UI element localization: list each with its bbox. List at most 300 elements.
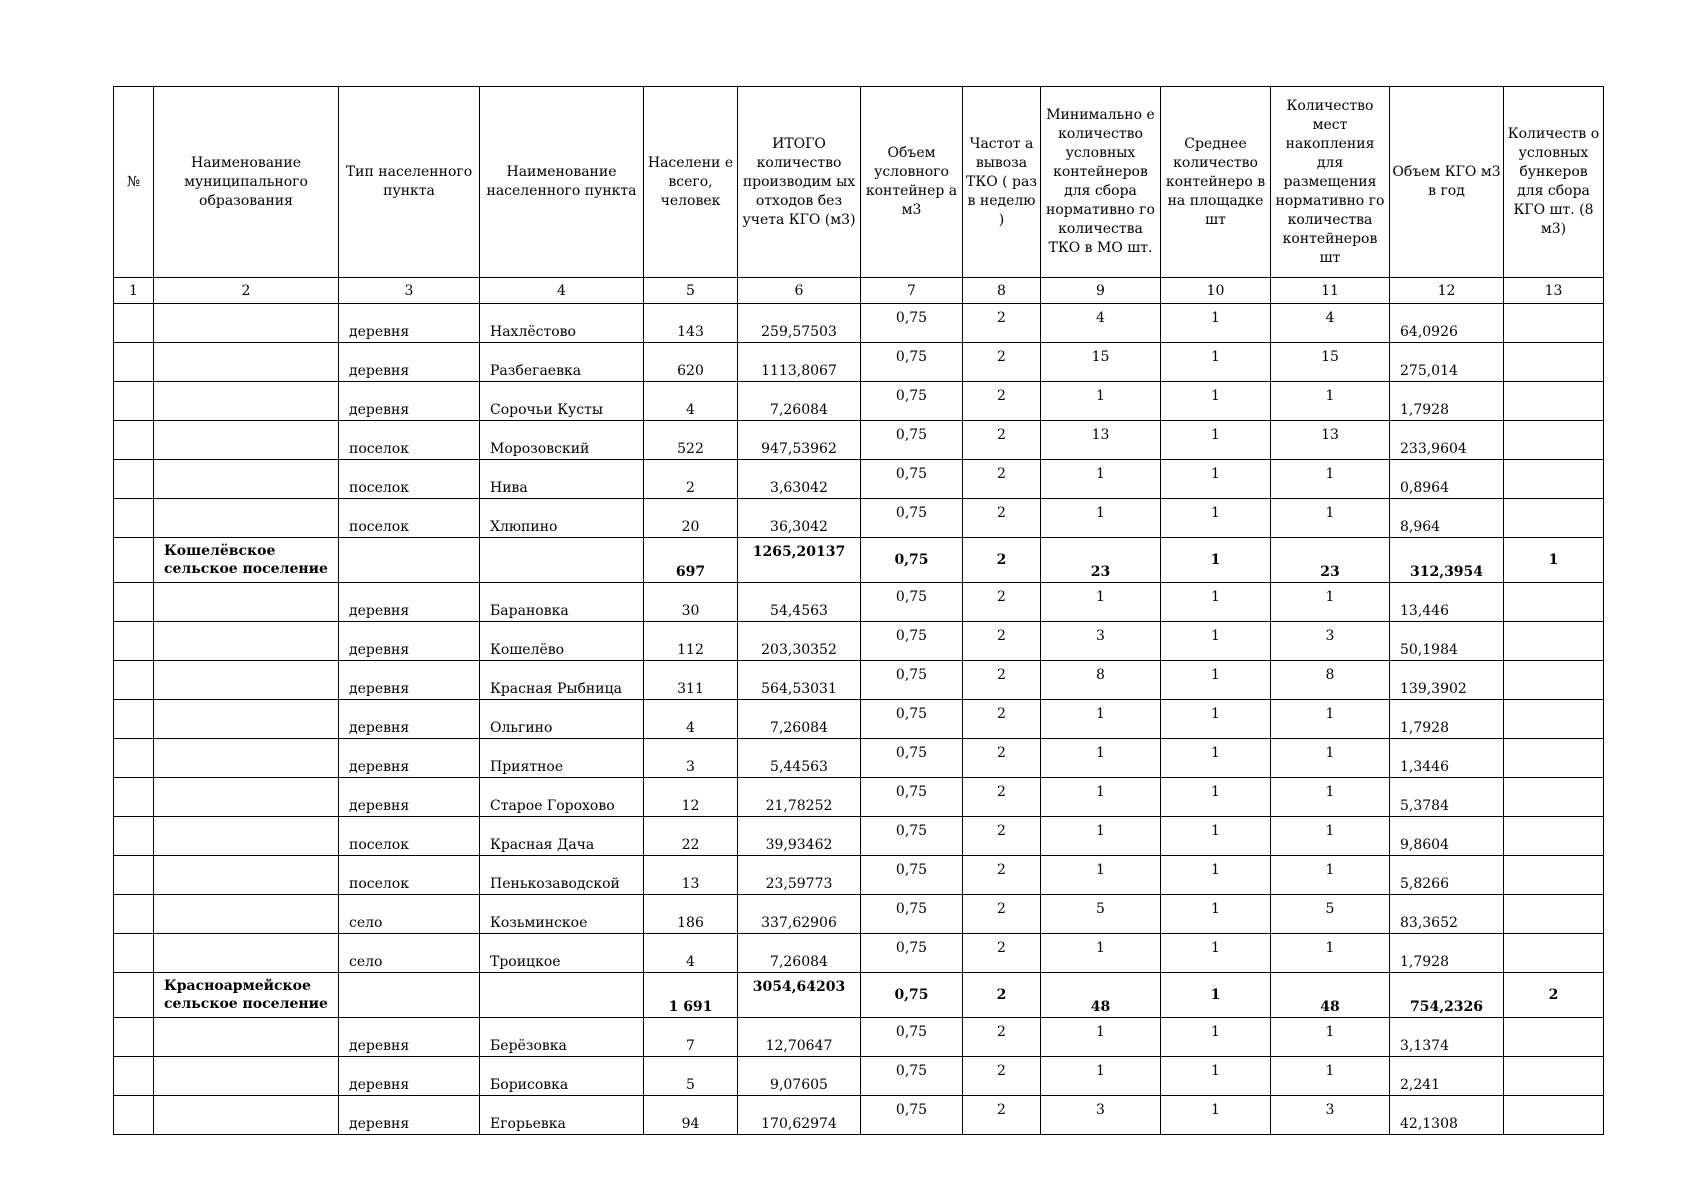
cell-type: деревня [339, 778, 480, 817]
cell-min: 13 [1041, 421, 1161, 460]
cell-places: 1 [1271, 700, 1390, 739]
cell-name: Разбегаевка [480, 343, 644, 382]
cell-pop: 2 [644, 460, 738, 499]
cell-bunk [1504, 895, 1604, 934]
cell-freq: 2 [963, 622, 1041, 661]
cell-empty [154, 856, 339, 895]
cell-vol: 0,75 [861, 460, 963, 499]
header-cell: Частот а вывоза ТКО ( раз в неделю ) [963, 87, 1041, 278]
cell-freq: 2 [963, 304, 1041, 343]
cell-empty [154, 700, 339, 739]
cell-pop: 112 [644, 622, 738, 661]
cell-places: 4 [1271, 304, 1390, 343]
cell-freq: 2 [963, 499, 1041, 538]
cell-bunk [1504, 661, 1604, 700]
header-cell: № [114, 87, 154, 278]
cell-empty [114, 1096, 154, 1135]
cell-places: 3 [1271, 622, 1390, 661]
table-row [114, 661, 1604, 700]
table-row [114, 934, 1604, 973]
cell-total: 21,78252 [738, 778, 861, 817]
cell-empty [114, 856, 154, 895]
cell-total: 7,26084 [738, 700, 861, 739]
cell-kgo: 754,2326 [1390, 973, 1504, 1018]
cell-pop: 3 [644, 739, 738, 778]
column-number: 4 [480, 278, 644, 304]
cell-freq: 2 [963, 895, 1041, 934]
cell-total: 23,59773 [738, 856, 861, 895]
cell-mo: Кошелёвское сельское поселение [154, 538, 339, 583]
cell-min: 1 [1041, 778, 1161, 817]
table-row [114, 739, 1604, 778]
cell-avg: 1 [1161, 661, 1271, 700]
cell-empty [154, 583, 339, 622]
cell-freq: 2 [963, 1018, 1041, 1057]
column-number: 10 [1161, 278, 1271, 304]
cell-type: деревня [339, 304, 480, 343]
cell-name: Нива [480, 460, 644, 499]
cell-empty [114, 817, 154, 856]
cell-places: 3 [1271, 1096, 1390, 1135]
cell-freq: 2 [963, 778, 1041, 817]
cell-min: 15 [1041, 343, 1161, 382]
cell-freq: 2 [963, 1057, 1041, 1096]
cell-empty [114, 304, 154, 343]
cell-min: 3 [1041, 1096, 1161, 1135]
cell-vol: 0,75 [861, 1057, 963, 1096]
cell-empty [154, 622, 339, 661]
table-row [114, 499, 1604, 538]
cell-type: поселок [339, 421, 480, 460]
column-number: 13 [1504, 278, 1604, 304]
cell-empty [154, 934, 339, 973]
cell-min: 1 [1041, 739, 1161, 778]
cell-freq: 2 [963, 856, 1041, 895]
cell-kgo: 312,3954 [1390, 538, 1504, 583]
cell-bunk: 2 [1504, 973, 1604, 1018]
table-row [114, 1057, 1604, 1096]
cell-pop: 186 [644, 895, 738, 934]
cell-vol: 0,75 [861, 1018, 963, 1057]
cell-empty [154, 817, 339, 856]
cell-kgo: 64,0926 [1390, 304, 1504, 343]
cell-bunk [1504, 739, 1604, 778]
cell-type: деревня [339, 622, 480, 661]
cell-empty [114, 460, 154, 499]
cell-pop: 20 [644, 499, 738, 538]
cell-places: 1 [1271, 1057, 1390, 1096]
cell-type: село [339, 895, 480, 934]
cell-total: 947,53962 [738, 421, 861, 460]
group-row [114, 538, 1604, 583]
cell-empty [154, 304, 339, 343]
table-row [114, 583, 1604, 622]
table-row [114, 895, 1604, 934]
cell-avg: 1 [1161, 739, 1271, 778]
cell-vol: 0,75 [861, 304, 963, 343]
cell-places: 5 [1271, 895, 1390, 934]
column-number: 6 [738, 278, 861, 304]
cell-freq: 2 [963, 538, 1041, 583]
cell-pop: 697 [644, 538, 738, 583]
cell-empty [339, 973, 480, 1018]
cell-avg: 1 [1161, 421, 1271, 460]
table-row [114, 1096, 1604, 1135]
cell-empty [114, 739, 154, 778]
cell-avg: 1 [1161, 382, 1271, 421]
cell-places: 1 [1271, 583, 1390, 622]
column-number: 1 [114, 278, 154, 304]
cell-pop: 12 [644, 778, 738, 817]
cell-vol: 0,75 [861, 934, 963, 973]
cell-kgo: 50,1984 [1390, 622, 1504, 661]
cell-name: Сорочьи Кусты [480, 382, 644, 421]
cell-bunk [1504, 778, 1604, 817]
cell-min: 1 [1041, 1057, 1161, 1096]
cell-places: 8 [1271, 661, 1390, 700]
cell-pop: 1 691 [644, 973, 738, 1018]
cell-name: Кошелёво [480, 622, 644, 661]
cell-type: деревня [339, 739, 480, 778]
cell-places: 1 [1271, 934, 1390, 973]
cell-total: 39,93462 [738, 817, 861, 856]
cell-kgo: 5,8266 [1390, 856, 1504, 895]
cell-empty [480, 973, 644, 1018]
cell-vol: 0,75 [861, 895, 963, 934]
table-row [114, 856, 1604, 895]
cell-empty [154, 382, 339, 421]
cell-freq: 2 [963, 583, 1041, 622]
cell-kgo: 13,446 [1390, 583, 1504, 622]
cell-type: деревня [339, 583, 480, 622]
cell-freq: 2 [963, 973, 1041, 1018]
cell-name: Берёзовка [480, 1018, 644, 1057]
cell-name: Хлюпино [480, 499, 644, 538]
cell-kgo: 8,964 [1390, 499, 1504, 538]
cell-name: Старое Горохово [480, 778, 644, 817]
cell-pop: 94 [644, 1096, 738, 1135]
cell-type: поселок [339, 817, 480, 856]
cell-empty [114, 700, 154, 739]
table-row [114, 304, 1604, 343]
cell-min: 8 [1041, 661, 1161, 700]
cell-name: Пенькозаводской [480, 856, 644, 895]
cell-vol: 0,75 [861, 973, 963, 1018]
cell-empty [154, 895, 339, 934]
cell-freq: 2 [963, 421, 1041, 460]
cell-pop: 143 [644, 304, 738, 343]
cell-places: 1 [1271, 739, 1390, 778]
cell-min: 1 [1041, 1018, 1161, 1057]
cell-vol: 0,75 [861, 856, 963, 895]
cell-empty [114, 622, 154, 661]
cell-avg: 1 [1161, 1057, 1271, 1096]
cell-bunk [1504, 499, 1604, 538]
header-cell: Наименование населенного пункта [480, 87, 644, 278]
cell-pop: 13 [644, 856, 738, 895]
cell-freq: 2 [963, 460, 1041, 499]
table-row [114, 460, 1604, 499]
cell-kgo: 1,7928 [1390, 934, 1504, 973]
column-number-row [114, 278, 1604, 304]
cell-vol: 0,75 [861, 817, 963, 856]
cell-min: 1 [1041, 460, 1161, 499]
cell-pop: 22 [644, 817, 738, 856]
cell-empty [114, 934, 154, 973]
cell-bunk [1504, 460, 1604, 499]
cell-kgo: 0,8964 [1390, 460, 1504, 499]
cell-kgo: 139,3902 [1390, 661, 1504, 700]
cell-name: Морозовский [480, 421, 644, 460]
cell-vol: 0,75 [861, 382, 963, 421]
cell-name: Козьминское [480, 895, 644, 934]
cell-bunk [1504, 1057, 1604, 1096]
table-row [114, 382, 1604, 421]
cell-name: Приятное [480, 739, 644, 778]
cell-name: Красная Рыбница [480, 661, 644, 700]
cell-avg: 1 [1161, 460, 1271, 499]
cell-kgo: 1,7928 [1390, 382, 1504, 421]
cell-vol: 0,75 [861, 583, 963, 622]
document-page [113, 86, 1604, 1135]
cell-type: село [339, 934, 480, 973]
cell-empty [114, 538, 154, 583]
cell-avg: 1 [1161, 1096, 1271, 1135]
cell-places: 15 [1271, 343, 1390, 382]
cell-name: Барановка [480, 583, 644, 622]
cell-total: 259,57503 [738, 304, 861, 343]
cell-kgo: 83,3652 [1390, 895, 1504, 934]
cell-freq: 2 [963, 817, 1041, 856]
cell-avg: 1 [1161, 304, 1271, 343]
table-row [114, 700, 1604, 739]
table-row [114, 622, 1604, 661]
cell-freq: 2 [963, 382, 1041, 421]
cell-places: 1 [1271, 856, 1390, 895]
cell-places: 48 [1271, 973, 1390, 1018]
cell-kgo: 5,3784 [1390, 778, 1504, 817]
cell-empty [154, 739, 339, 778]
cell-kgo: 9,8604 [1390, 817, 1504, 856]
cell-empty [114, 661, 154, 700]
column-number: 11 [1271, 278, 1390, 304]
cell-places: 23 [1271, 538, 1390, 583]
cell-bunk [1504, 304, 1604, 343]
header-cell: Объем условного контейнер а м3 [861, 87, 963, 278]
cell-avg: 1 [1161, 499, 1271, 538]
cell-bunk [1504, 1096, 1604, 1135]
cell-empty [114, 343, 154, 382]
cell-type: деревня [339, 661, 480, 700]
cell-min: 1 [1041, 934, 1161, 973]
cell-empty [154, 778, 339, 817]
cell-type: деревня [339, 343, 480, 382]
cell-min: 23 [1041, 538, 1161, 583]
cell-total: 36,3042 [738, 499, 861, 538]
cell-min: 1 [1041, 817, 1161, 856]
cell-total: 12,70647 [738, 1018, 861, 1057]
cell-empty [114, 382, 154, 421]
cell-kgo: 1,3446 [1390, 739, 1504, 778]
cell-avg: 1 [1161, 1018, 1271, 1057]
cell-kgo: 2,241 [1390, 1057, 1504, 1096]
cell-type: поселок [339, 856, 480, 895]
cell-total: 5,44563 [738, 739, 861, 778]
cell-total: 203,30352 [738, 622, 861, 661]
cell-type: деревня [339, 382, 480, 421]
cell-empty [114, 1018, 154, 1057]
cell-freq: 2 [963, 700, 1041, 739]
cell-freq: 2 [963, 1096, 1041, 1135]
cell-empty [339, 538, 480, 583]
cell-pop: 311 [644, 661, 738, 700]
cell-vol: 0,75 [861, 739, 963, 778]
cell-name: Ольгино [480, 700, 644, 739]
cell-bunk [1504, 817, 1604, 856]
cell-min: 1 [1041, 382, 1161, 421]
cell-vol: 0,75 [861, 700, 963, 739]
cell-vol: 0,75 [861, 499, 963, 538]
cell-empty [154, 1057, 339, 1096]
cell-avg: 1 [1161, 343, 1271, 382]
cell-total: 3054,64203 [738, 973, 861, 1018]
cell-min: 1 [1041, 856, 1161, 895]
cell-kgo: 233,9604 [1390, 421, 1504, 460]
cell-vol: 0,75 [861, 661, 963, 700]
cell-pop: 30 [644, 583, 738, 622]
header-cell: Наименование муниципального образования [154, 87, 339, 278]
header-cell: ИТОГО количество производим ых отходов без учета КГО (м3) [738, 87, 861, 278]
cell-empty [154, 499, 339, 538]
cell-name: Нахлёстово [480, 304, 644, 343]
cell-vol: 0,75 [861, 343, 963, 382]
table-row [114, 778, 1604, 817]
header-cell: Населени е всего, человек [644, 87, 738, 278]
cell-pop: 4 [644, 934, 738, 973]
cell-pop: 4 [644, 700, 738, 739]
header-cell: Среднее количество контейнеро в на площадке шт [1161, 87, 1271, 278]
cell-empty [114, 778, 154, 817]
cell-empty [154, 421, 339, 460]
cell-places: 1 [1271, 460, 1390, 499]
cell-empty [154, 343, 339, 382]
cell-pop: 7 [644, 1018, 738, 1057]
header-cell: Количество мест накопления для размещения нормативно го количества контейнеров шт [1271, 87, 1390, 278]
cell-empty [114, 895, 154, 934]
cell-total: 7,26084 [738, 934, 861, 973]
cell-type: деревня [339, 1018, 480, 1057]
cell-kgo: 42,1308 [1390, 1096, 1504, 1135]
cell-pop: 4 [644, 382, 738, 421]
cell-kgo: 3,1374 [1390, 1018, 1504, 1057]
group-row [114, 973, 1604, 1018]
cell-avg: 1 [1161, 856, 1271, 895]
cell-pop: 620 [644, 343, 738, 382]
cell-name: Троицкое [480, 934, 644, 973]
cell-pop: 5 [644, 1057, 738, 1096]
cell-avg: 1 [1161, 895, 1271, 934]
cell-bunk [1504, 1018, 1604, 1057]
cell-total: 7,26084 [738, 382, 861, 421]
waste-table [113, 86, 1604, 1135]
cell-avg: 1 [1161, 973, 1271, 1018]
cell-vol: 0,75 [861, 622, 963, 661]
cell-vol: 0,75 [861, 538, 963, 583]
cell-bunk [1504, 622, 1604, 661]
cell-places: 1 [1271, 778, 1390, 817]
header-cell: Объем КГО м3 в год [1390, 87, 1504, 278]
cell-min: 1 [1041, 499, 1161, 538]
cell-places: 1 [1271, 499, 1390, 538]
cell-type: поселок [339, 499, 480, 538]
cell-empty [154, 661, 339, 700]
column-number: 5 [644, 278, 738, 304]
cell-type: деревня [339, 700, 480, 739]
cell-vol: 0,75 [861, 421, 963, 460]
cell-name: Борисовка [480, 1057, 644, 1096]
cell-empty [480, 538, 644, 583]
column-number: 9 [1041, 278, 1161, 304]
header-cell: Количеств о условных бункеров для сбора КГО шт. (8 м3) [1504, 87, 1604, 278]
cell-bunk [1504, 421, 1604, 460]
header-row [114, 87, 1604, 278]
cell-kgo: 1,7928 [1390, 700, 1504, 739]
cell-vol: 0,75 [861, 778, 963, 817]
cell-bunk [1504, 700, 1604, 739]
cell-freq: 2 [963, 934, 1041, 973]
cell-avg: 1 [1161, 817, 1271, 856]
cell-name: Егорьевка [480, 1096, 644, 1135]
cell-avg: 1 [1161, 778, 1271, 817]
cell-kgo: 275,014 [1390, 343, 1504, 382]
cell-type: деревня [339, 1057, 480, 1096]
cell-bunk [1504, 343, 1604, 382]
cell-type: деревня [339, 1096, 480, 1135]
table-body [114, 304, 1604, 1135]
cell-freq: 2 [963, 661, 1041, 700]
cell-vol: 0,75 [861, 1096, 963, 1135]
cell-total: 3,63042 [738, 460, 861, 499]
cell-total: 54,4563 [738, 583, 861, 622]
cell-places: 1 [1271, 817, 1390, 856]
table-row [114, 817, 1604, 856]
table-row [114, 343, 1604, 382]
cell-total: 9,07605 [738, 1057, 861, 1096]
cell-total: 564,53031 [738, 661, 861, 700]
cell-total: 1113,8067 [738, 343, 861, 382]
header-cell: Тип населенного пункта [339, 87, 480, 278]
cell-pop: 522 [644, 421, 738, 460]
cell-min: 4 [1041, 304, 1161, 343]
cell-bunk [1504, 583, 1604, 622]
cell-empty [114, 583, 154, 622]
cell-min: 1 [1041, 583, 1161, 622]
column-number: 3 [339, 278, 480, 304]
cell-places: 1 [1271, 1018, 1390, 1057]
table-row [114, 421, 1604, 460]
cell-bunk [1504, 934, 1604, 973]
cell-empty [154, 1096, 339, 1135]
cell-places: 1 [1271, 382, 1390, 421]
cell-freq: 2 [963, 343, 1041, 382]
cell-avg: 1 [1161, 583, 1271, 622]
column-number: 12 [1390, 278, 1504, 304]
cell-empty [154, 460, 339, 499]
cell-empty [114, 1057, 154, 1096]
cell-places: 13 [1271, 421, 1390, 460]
column-number: 7 [861, 278, 963, 304]
cell-min: 48 [1041, 973, 1161, 1018]
